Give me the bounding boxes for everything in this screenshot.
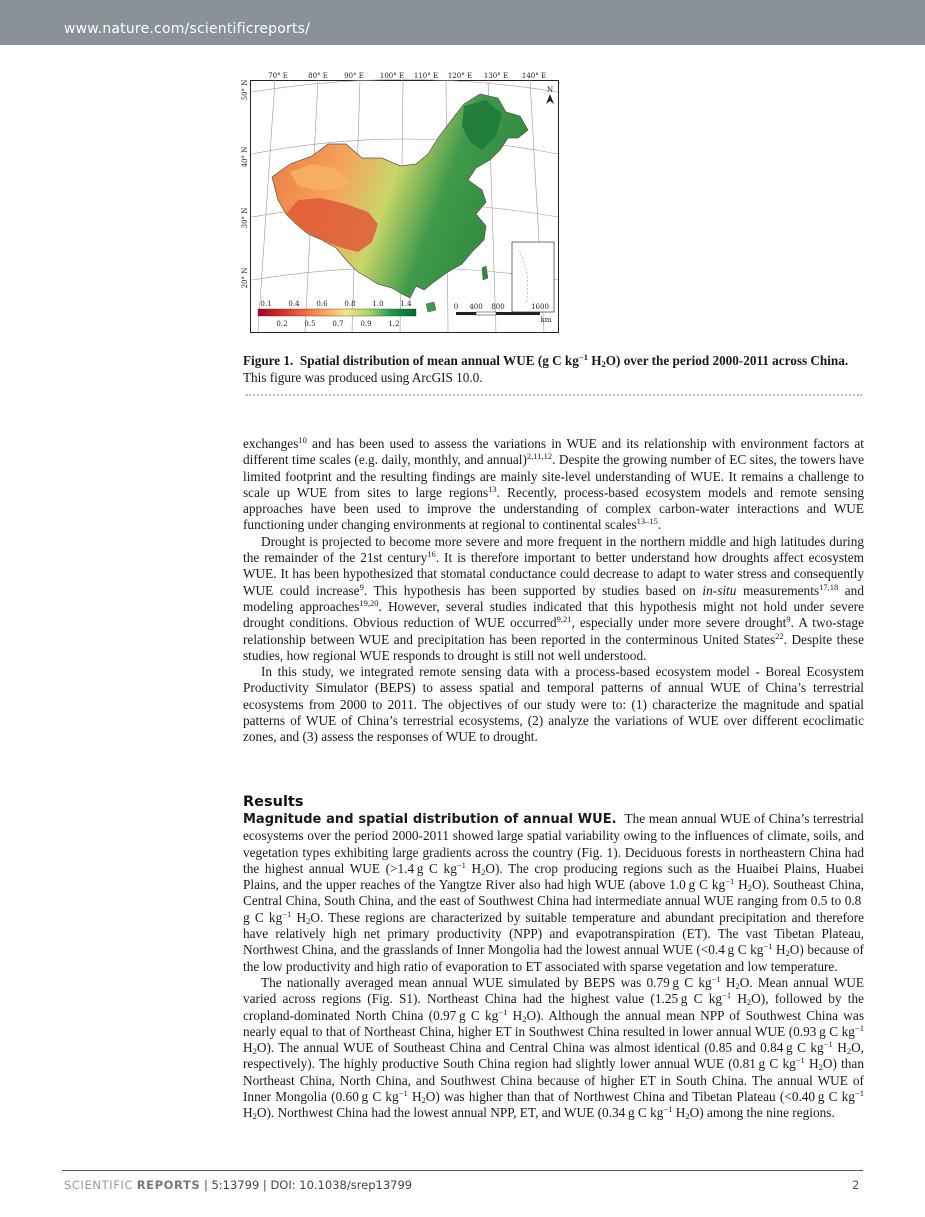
paragraph: Magnitude and spatial distribution of annual WUE. The mean annual WUE of China’s terrestrial ecosystems over the period 2000-2011 showed large spatial variability owing to the influences of climate, soils, and vegetation types exhibiting large gradients across the country (Fig. 1). Deciduous forests in northeastern China had the highest annual WUE (>1.4 g C $kg^{-1}$ $H_2O$). The crop producing regions such as the Huaibei Plains, Huabei Plains, and the upper reaches of the Yangtze River also had high WUE (above 1.0 g C $kg^{-1}$ $H_2O$). Southeast China, Central China, South China, and the east of Southwest China had intermediate annual WUE ranging from 0.5 to 0.8 g C $kg^{-1}$ $H_2O$. These regions are characterized by suitable temperature and abundant precipitation and therefore have relatively high net primary productivity (NPP) and evapotranspiration (ET). The vast Tibetan Plateau, Northwest China, and the grasslands of Inner Mongolia had the lowest annual WUE (<0.4 g C $kg^{-1}$ $H_2O$) because of the low productivity and high ratio of evaporation to ET associated with sparse vegetation and low temperature. (243, 811, 865, 974)
hainan-island (426, 302, 436, 312)
lon-label: 80° E (308, 72, 328, 80)
caption-separator (246, 394, 862, 396)
paragraph: In this study, we integrated remote sensing data with a process-based ecosystem model - Boreal Ecosystem Productivity Simulator (BEPS) to assess spatial and temporal patterns of annual WUE of China’s terrestrial ecosystems from 2000 to 2011. The objectives of our study were to: (1) characterize the magnitude and spatial patterns of WUE of China’s terrestrial ecosystems, (2) analyze the variations of WUE over different ecoclimatic zones, and (3) assess the responses of WUE to drought. (243, 664, 864, 745)
legend-tick-bottom: 0.9 (360, 320, 372, 328)
lat-label: 20° N (241, 267, 249, 289)
lon-label: 140° E (521, 72, 547, 80)
scale-tick: 800 (491, 303, 505, 311)
legend-color-bar (258, 309, 416, 316)
scale-unit: km (540, 316, 552, 324)
legend-tick-top: 1.4 (400, 300, 412, 308)
lon-label: 130° E (483, 72, 509, 80)
journal-name-a: SCIENTIFIC (64, 1178, 134, 1192)
caption-label: Figure 1. (243, 353, 294, 368)
lat-label: 40° N (241, 146, 249, 168)
south-china-sea-inset (512, 242, 554, 312)
legend-tick-top: 0.8 (344, 300, 356, 308)
legend-tick-bottom: 0.5 (304, 320, 316, 328)
figure-1-map (241, 72, 560, 335)
subsection-heading: Magnitude and spatial distribution of annual WUE. (243, 812, 617, 827)
caption-title-a: Spatial distribution of mean annual WUE (g C kg (299, 353, 579, 368)
lon-label: 120° E (447, 72, 473, 80)
legend-tick-top: 1.0 (372, 300, 384, 308)
scale-tick: 0 (453, 303, 459, 311)
caption-title-b: H (587, 353, 602, 368)
paragraph: The nationally averaged mean annual WUE simulated by BEPS was 0.79 g C $kg^{-1}$ $H_2O$. Mean annual WUE varied across regions (Fig. S1). Northeast China had the highest value (1.25 g C $kg^{-1}$ $H_2O$), followed by the cropland-dominated North China (0.97 g C $kg^{-1}$ $H_2O$). Although the annual mean NPP of Southwest China was nearly equal to that of Northeast China, higher ET in Southwest China resulted in lower annual WUE (0.93 g C $kg^{-1}$ $H_2O$). The annual WUE of Southeast China and Central China was almost identical (0.85 and 0.84 g C $kg^{-1}$ $H_2O$, respectively). The highly productive South China region had slightly lower annual WUE (0.81 g C $kg^{-1}$ $H_2O$) than Northeast China, North China, and Southwest China because of higher ET in South China. The annual WUE of Inner Mongolia (0.60 g C $kg^{-1}$ $H_2O$) was higher than that of Northwest China and Tibetan Plateau (<0.40 g C $kg^{-1}$ $H_2O$). Northwest China had the lowest annual NPP, ET, and WUE (0.34 g C $kg^{-1}$ $H_2O$) among the nine regions. (243, 973, 864, 1122)
legend-tick-bottom: 0.2 (276, 320, 288, 328)
scale-tick: 400 (469, 303, 483, 311)
lat-label: 30° N (241, 207, 249, 229)
journal-header-bar (0, 0, 925, 45)
lon-label: 100° E (379, 72, 405, 80)
figure-caption (243, 352, 863, 386)
journal-url-link[interactable]: www.nature.com/scientificreports/ (64, 21, 311, 37)
legend-tick-top: 0.1 (260, 300, 272, 308)
lat-label: 50° N (241, 79, 249, 101)
journal-name-b: REPORTS (136, 1178, 201, 1192)
legend-tick-top: 0.4 (288, 300, 300, 308)
scale-tick: 1600 (531, 303, 549, 311)
caption-title-c: O) over the period 2000-2011 across China. (605, 353, 849, 368)
legend-tick-top: 0.6 (316, 300, 328, 308)
lon-label: 110° E (413, 72, 439, 80)
results-text (243, 811, 864, 1122)
doi-text[interactable]: | 5:13799 | DOI: 10.1038/srep13799 (200, 1178, 413, 1192)
intro-text (243, 436, 864, 746)
legend-tick-bottom: 0.7 (332, 320, 344, 328)
results-heading: Results (243, 794, 304, 810)
footer-citation (64, 1178, 412, 1192)
caption-title-sup: −1 (578, 352, 588, 362)
caption-note: This figure was produced using ArcGIS 10.0. (243, 370, 483, 385)
north-arrow-label: N (546, 86, 554, 94)
footer-rule (62, 1170, 863, 1171)
page-number: 2 (852, 1178, 860, 1192)
caption-title-sub: 2 (601, 359, 606, 369)
paragraph: Drought is projected to become more severe and more frequent in the northern middle and high latitudes during the remainder of the 21st century$^{16}$. It is therefore important to better understand how droughts affect ecosystem WUE. It has been hypothesized that stomatal conductance could decrease to adapt to water stress and consequently WUE could increase$^9$. This hypothesis has been supported by studies based on in-situ measurements$^{17,18}$ and modeling approaches$^{19,20}$. However, several studies indicated that this hypothesis might not hold under severe drought conditions. Obvious reduction of WUE occurred$^{9,21}$, especially under more severe drought$^9$. A two-stage relationship between WUE and precipitation has been reported in the conterminous United States$^{22}$. Despite these studies, how regional WUE responds to drought is still not well understood. (243, 533, 865, 663)
longitude-labels (268, 72, 546, 80)
paragraph: exchanges$^{10}$ and has been used to assess the variations in WUE and its relationship with environment factors at different time scales (e.g. daily, monthly, and annual)$^{2,11,12}$. Despite the growing number of EC sites, the towers have limited footprint and the resulting findings are mainly site-level understanding of WUE. It remains a challenge to scale up WUE from sites to large regions$^{13}$. Recently, process-based ecosystem models and remote sensing approaches have been used to improve the understanding of complex carbon-water interactions and WUE functioning under changing environments at regional to continental scales$^{13-15}$. (243, 435, 864, 533)
lon-label: 70° E (268, 72, 288, 80)
legend-tick-bottom: 1.2 (388, 320, 400, 328)
lon-label: 90° E (344, 72, 364, 80)
latitude-labels (241, 80, 249, 289)
